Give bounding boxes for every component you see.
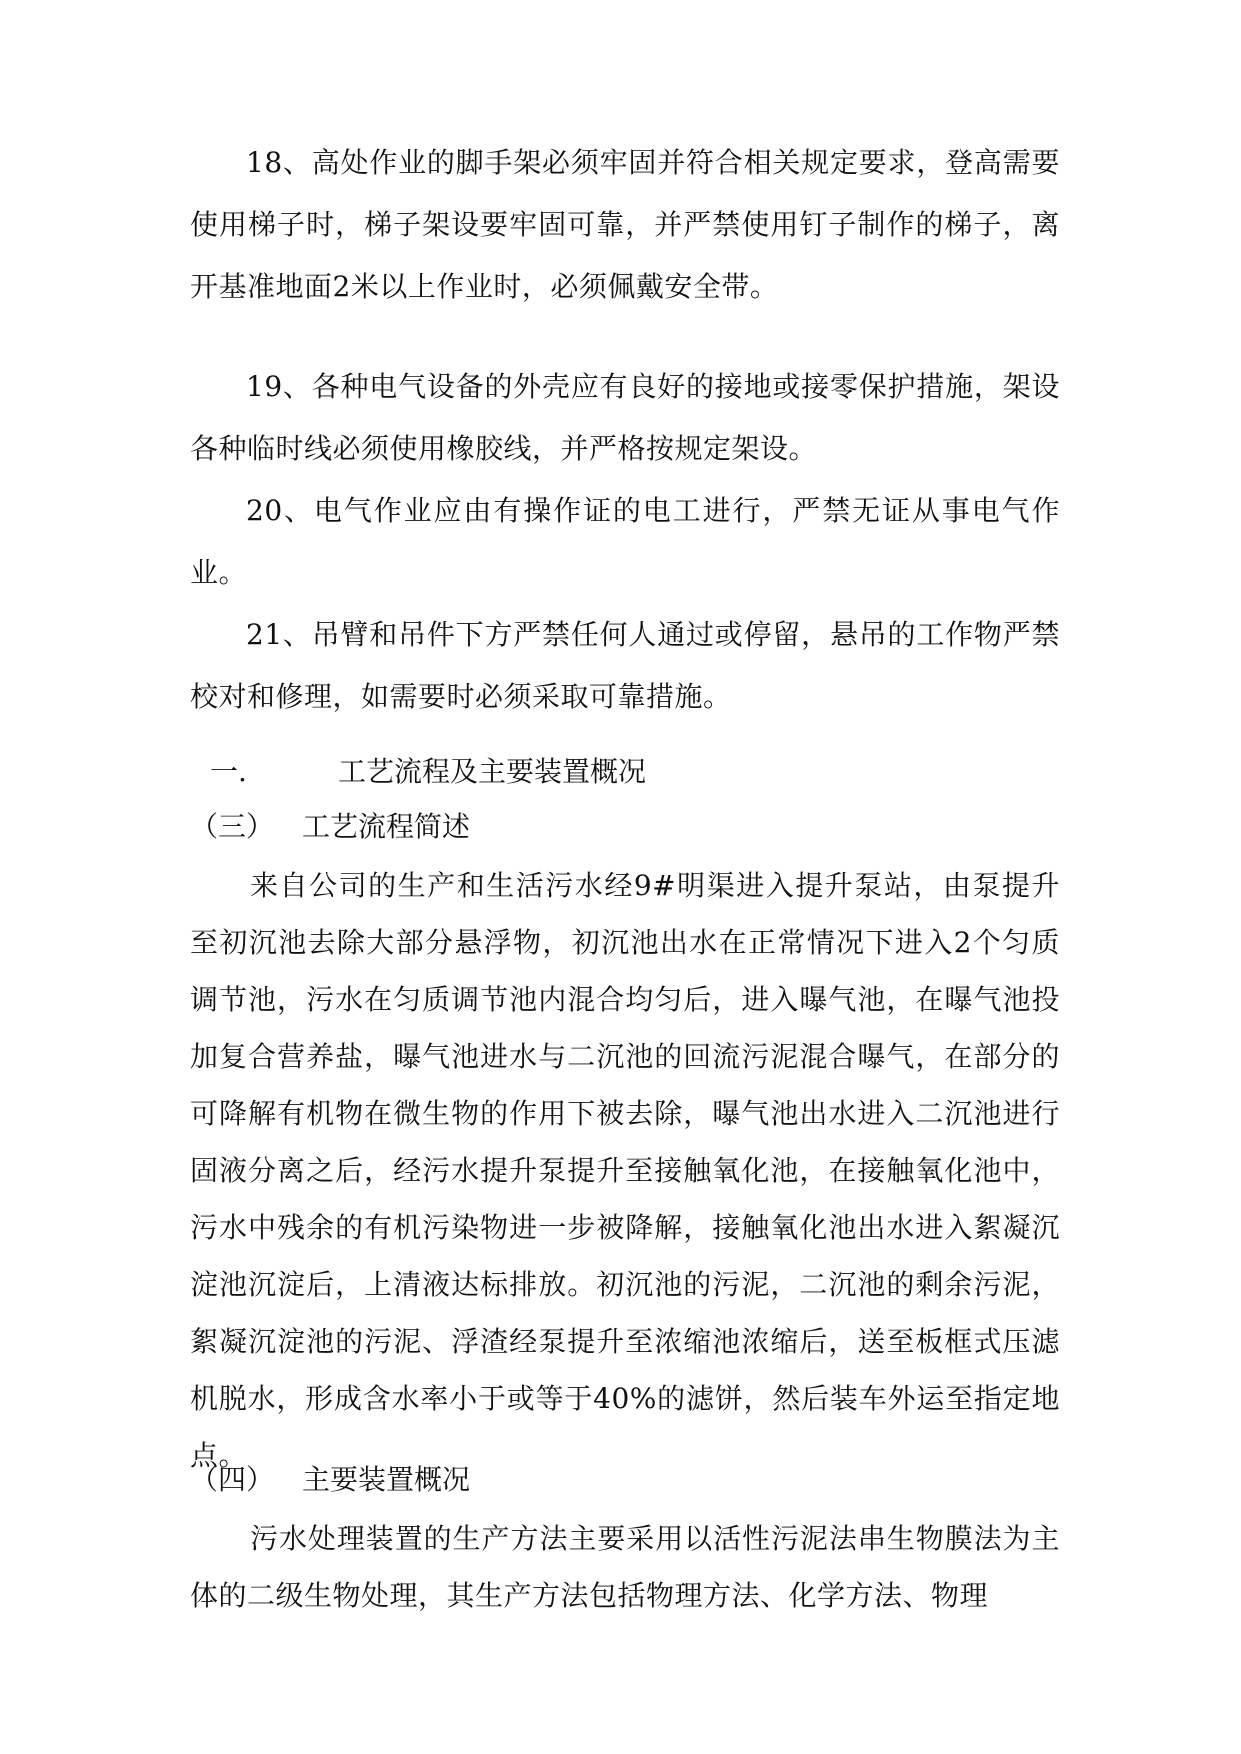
paragraph-item-18: 18、高处作业的脚手架必须牢固并符合相关规定要求，登高需要使用梯子时，梯子架设要牢固可靠，并严禁使用钉子制作的梯子，离开基准地面2米以上作业时，必须佩戴安全带。 xyxy=(190,146,1060,303)
device-overview-paragraph: 污水处理装置的生产方法主要采用以活性污泥法串生物膜法为主体的二级生物处理，其生产方法包括物理方法、化学方法、物理 xyxy=(190,1522,1060,1612)
section-number: 一. xyxy=(210,755,247,788)
subsection-heading-3 xyxy=(190,807,470,847)
subsection-number: （三） xyxy=(190,810,275,843)
subsection-title: 主要装置概况 xyxy=(302,1463,471,1496)
paragraph-item-20: 20、电气作业应由有操作证的电工进行，严禁无证从事电气作业。 xyxy=(190,494,1060,589)
process-description-paragraph: 来自公司的生产和生活污水经9#明渠进入提升泵站，由泵提升至初沉池去除大部分悬浮物，初沉池出水在正常情况下进入2个匀质调节池，污水在匀质调节池内混合均匀后，进入曝气池，在曝气池投加复合营养盐，曝气池进水与二沉池的回流污泥混合曝气，在部分的可降解有机物在微生物的作用下被去除，曝气池出水进入二沉池进行固液分离之后，经污水提升泵提升至接触氧化池，在接触氧化池中，污水中残余的有机污染物进一步被降解，接触氧化池出水进入絮凝沉淀池沉淀后，上清液达标排放。初沉池的污泥，二沉池的剩余污泥，絮凝沉淀池的污泥、浮渣经泵提升至浓缩池浓缩后，送至板框式压滤机脱水，形成含水率小于或等于40%的滤饼，然后装车外运至指定地点。 xyxy=(190,869,1060,1472)
subsection-heading-4 xyxy=(190,1460,470,1500)
paragraph-item-19: 19、各种电气设备的外壳应有良好的接地或接零保护措施，架设各种临时线必须使用橡胶线，并严格按规定架设。 xyxy=(190,370,1060,465)
section-heading-1 xyxy=(210,752,646,792)
section-title: 工艺流程及主要装置概况 xyxy=(338,755,647,788)
subsection-title: 工艺流程简述 xyxy=(302,810,471,843)
subsection-number: （四） xyxy=(190,1463,275,1496)
paragraph-item-21: 21、吊臂和吊件下方严禁任何人通过或停留，悬吊的工作物严禁校对和修理，如需要时必须采取可靠措施。 xyxy=(190,618,1060,713)
